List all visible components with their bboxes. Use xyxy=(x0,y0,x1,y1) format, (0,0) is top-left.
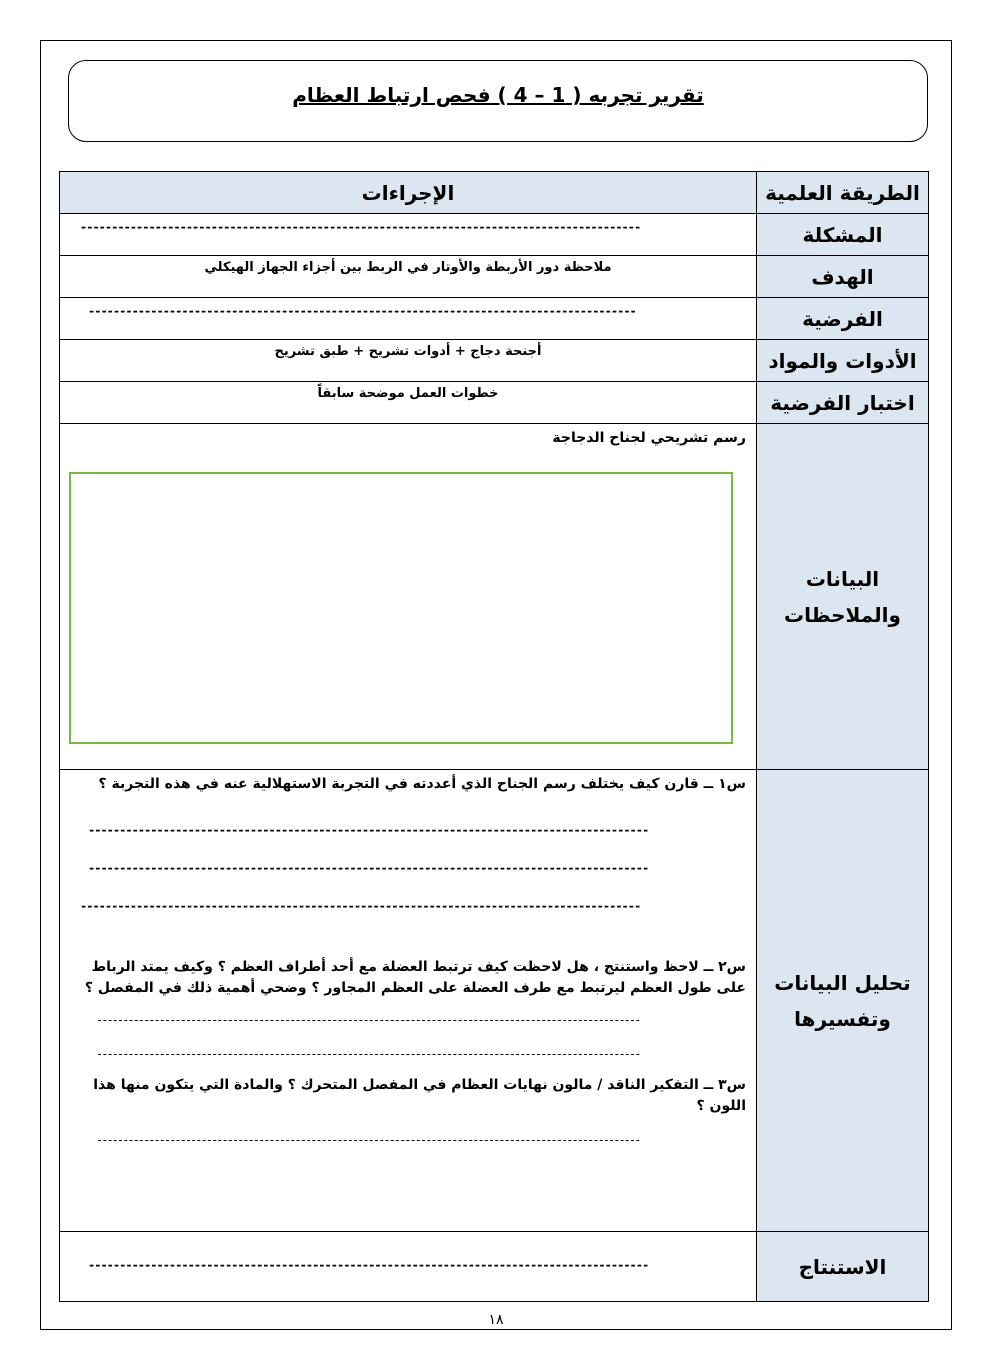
answer-line-1: ------------------------------------------------------------------------------------------ xyxy=(88,823,649,837)
question-1: س١ ــ قارن كيف يختلف رسم الجناح الذي أعددته في التجربة الاستهلالية عنه في هذه التجربة ؟ xyxy=(98,776,746,792)
tools-text: أجنحة دجاج + أدوات تشريح + طبق تشريح xyxy=(274,344,542,359)
answer-line-2: ------------------------------------------------------------------------------------------ xyxy=(88,861,649,875)
answer-line-6: -------------------------------------------------------------------------------------------------------- xyxy=(96,1133,640,1147)
page-number: ١٨ xyxy=(488,1312,504,1328)
label-hypothesis: الفرضية xyxy=(757,298,929,340)
report-table xyxy=(59,171,929,1302)
label-conclusion: الاستنتاج xyxy=(757,1232,929,1302)
conclusion-blank: ------------------------------------------------------------------------------------------ xyxy=(88,1258,649,1272)
label-analysis: تحليل البيانات وتفسيرها xyxy=(757,770,929,1232)
problem-blank: ------------------------------------------------------------------------------------------ xyxy=(80,220,641,234)
title-box xyxy=(68,60,928,142)
label-test: اختبار الفرضية xyxy=(757,382,929,424)
label-goal: الهدف xyxy=(757,256,929,298)
header-method: الطريقة العلمية xyxy=(757,172,929,214)
report-title: تقرير تجربه ( 1 – 4 ) فحص ارتباط العظام xyxy=(292,83,704,107)
question-2: س٢ ــ لاحظ واستنتج ، هل لاحظت كيف ترتبط العضلة مع أحد أطراف العظم ؟ وكيف يمتد الرباط على طول العظم ليرتبط مع طرف العضلة على العظم المجاور ؟ وضحي أهمية ذلك في المفصل ؟ xyxy=(84,959,746,996)
hypothesis-blank: ---------------------------------------------------------------------------------------- xyxy=(88,304,636,318)
label-data: البيانات والملاحظات xyxy=(757,424,929,770)
question-3: س٣ ــ التفكير الناقد / مالون نهايات العظام في المفصل المتحرك ؟ والمادة التي يتكون منها هذا اللون ؟ xyxy=(93,1077,746,1114)
label-problem: المشكلة xyxy=(757,214,929,256)
goal-text: ملاحظة دور الأربطة والأوتار في الربط بين أجزاء الجهاز الهيكلي xyxy=(204,260,612,275)
drawing-caption: رسم تشريحي لجناح الدجاجة xyxy=(552,430,746,446)
answer-line-4: -------------------------------------------------------------------------------------------------------- xyxy=(96,1013,640,1027)
drawing-box xyxy=(69,472,733,744)
answer-line-3: ------------------------------------------------------------------------------------------ xyxy=(80,899,641,913)
label-tools: الأدوات والمواد xyxy=(757,340,929,382)
header-procedures: الإجراءات xyxy=(60,172,757,214)
answer-line-5: -------------------------------------------------------------------------------------------------------- xyxy=(96,1047,640,1061)
test-text: خطوات العمل موضحة سابقاً xyxy=(317,386,499,401)
